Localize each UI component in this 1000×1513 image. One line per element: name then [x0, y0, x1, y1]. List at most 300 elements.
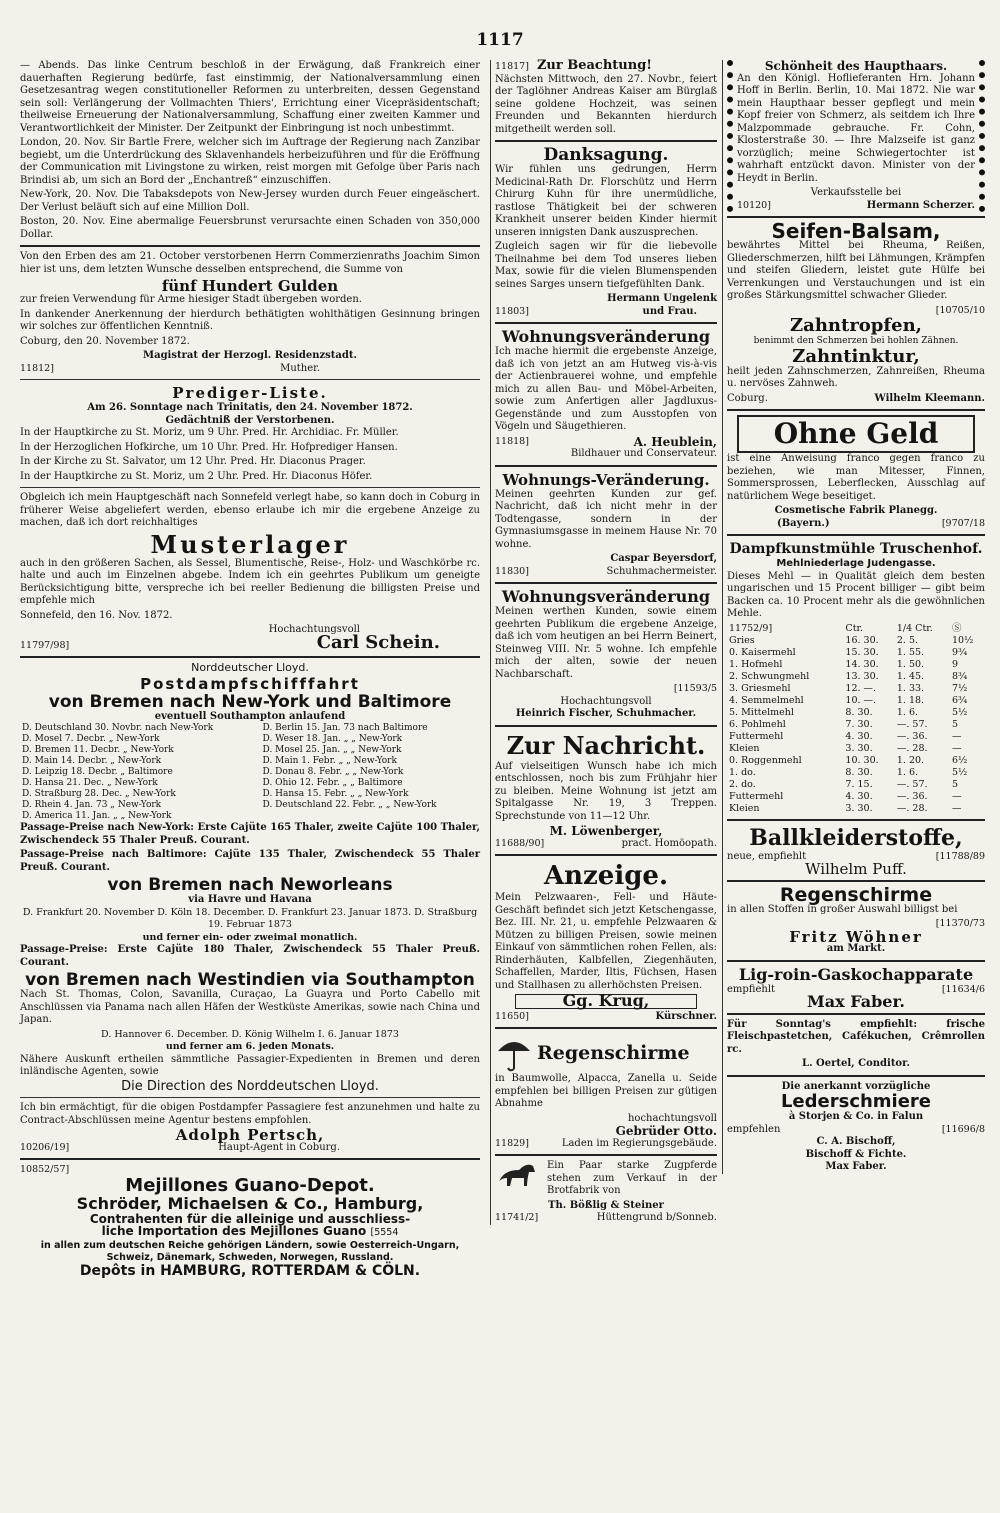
leder-firm: à Storjen & Co. in Falun: [788, 1111, 924, 1122]
guano-l3: in allen zum deutschen Reiche gehörigen Ländern, sowie Oesterreich-Ungarn, Schweiz, Dänemark, Schweden, Norwegen, Russland.: [40, 1239, 460, 1263]
table-row: [727, 659, 985, 671]
divider: [495, 725, 717, 727]
ref-number: 11688/90]: [495, 837, 545, 849]
table-cell: 0. Kaisermehl: [729, 646, 796, 658]
table-row: [727, 683, 985, 695]
haar-name: Hermann Scherzer.: [866, 199, 975, 211]
ref-number: 10852/57]: [20, 1164, 70, 1175]
lloyd-direction: Die Direction des Norddeutschen Lloyd.: [121, 1078, 379, 1094]
divider: [727, 960, 985, 962]
table-cell: —: [952, 790, 962, 802]
sermons-title: Prediger-Liste.: [172, 384, 328, 402]
table-cell: 13. 30.: [845, 670, 879, 682]
column-header: 1/4 Ctr.: [896, 622, 933, 634]
lloyd-monthly: und ferner ein- oder zweimal monatlich.: [142, 931, 358, 943]
regen-text: in allen Stoffen in großer Auswahl billigst bei: [727, 903, 958, 915]
column-left: [20, 60, 480, 1277]
ball-name: Wilhelm Puff.: [805, 860, 907, 878]
divider: [495, 465, 717, 467]
sermon-item: In der Hauptkirche zu St. Moriz, um 9 Uhr. Pred. Hr. Archidiac. Fr. Müller.: [20, 427, 399, 438]
table-cell: Kleien: [729, 802, 760, 814]
table-cell: 14. 30.: [845, 658, 879, 670]
table-cell: 5½: [952, 706, 968, 718]
divider: [20, 656, 480, 658]
schein-text2: auch in den größeren Sachen, als Sessel, Blumentische, Reise-, Holz- und Waschkörbe rc. halte und auch im Einzelnen abgebe. Indem ich ein geehrtes Publikum um geneigte Berücksichtigung bitte, verspreche ich bei reeller Bedienung die billigsten Preise und empfehle mich: [20, 557, 480, 606]
beyersdorf-title: Wohnungs-Veränderung.: [502, 470, 710, 489]
table-header-row: [727, 623, 985, 635]
pertsch-footer: [20, 1142, 480, 1155]
haar-sale: Verkaufsstelle bei: [810, 187, 902, 198]
muehle-title: Dampfkunstmühle Truschenhof.: [729, 541, 983, 557]
dank-footer: [495, 306, 717, 319]
divider: [727, 1075, 985, 1077]
haar-footer: [737, 200, 975, 213]
table-cell: 5½: [952, 766, 968, 778]
table-cell: 10. 30.: [845, 754, 879, 766]
table-cell: Futtermehl: [729, 790, 784, 802]
table-row: [20, 800, 480, 811]
table-cell: 6½: [952, 754, 968, 766]
lloyd-schedule: [20, 723, 480, 822]
table-row: [727, 635, 985, 647]
pferde-place: Hüttengrund b/Sonneb.: [596, 1212, 717, 1223]
schirme-text: in Baumwolle, Alpacca, Zanella u. Seide empfehlen bei billigen Preisen zur gütigen Abnahme: [495, 1073, 717, 1109]
beachtung-title: Zur Beachtung!: [536, 58, 653, 73]
table-cell: 0. Roggenmehl: [729, 754, 802, 766]
haar-text: An den Königl. Hoflieferanten Hrn. Johann Hoff in Berlin. Berlin, 10. Mai 1872. Nie war mein Haupthaar besser gepflegt und mein Kopf freier von Schmerz, als seitdem ich Ihre Malzpommade gebrauche. Fr. Cohn, Klosterstraße 30. — Ihre Malzseife ist ganz vorzüglich; meine Schwiegertochter ist wahrhaft entzückt davon. Minister von der Heydt in Berlin.: [737, 72, 975, 184]
lloyd-info: Nähere Auskunft ertheilen sämmtliche Passagier-Expedienten in Bremen und deren inländische Agenten, sowie: [20, 1053, 480, 1077]
divider: [727, 216, 985, 218]
table-cell: Kleien: [729, 742, 760, 754]
table-cell: 2. Schwungmehl: [729, 670, 810, 682]
zahn-name: Wilhelm Kleemann.: [874, 392, 985, 404]
table-cell: 2. 5.: [896, 634, 919, 646]
zahn-text: heilt jeden Zahnschmerzen, Zahnreißen, Rheuma u. nervöses Zahnweh.: [727, 365, 985, 389]
simon-body2: In dankender Anerkennung der hierdurch bethätigten wohlthätigen Gesinnung bringen wir solches zur öffentlichen Kenntniß.: [20, 308, 480, 332]
table-cell: —. 36.: [896, 790, 928, 802]
table-row: [727, 707, 985, 719]
heublein-footer: [495, 436, 717, 449]
table-cell: D. Main 1. Febr. „ „ New-York: [262, 756, 397, 766]
regen-title: Regenschirme: [779, 883, 933, 906]
table-cell: 1. 55.: [896, 646, 925, 658]
table-row: [727, 767, 985, 779]
table-cell: 5. Mittelmehl: [729, 706, 794, 718]
table-cell: D. Weser 18. Jan. „ „ New-York: [262, 734, 403, 744]
table-cell: D. Straßburg 28. Dec. „ New-York: [22, 789, 176, 799]
table-cell: 1. 6.: [896, 706, 919, 718]
leder-n1: C. A. Bischoff,: [816, 1136, 896, 1147]
lloyd-via1: eventuell Southampton anlaufend: [154, 710, 346, 722]
geld-text: ist eine Anweisung franco gegen franco zu beziehen, wie man Mitesser, Finnen, Sommersprossen, Leberflecken, Ausschlag auf natürlichem Wege beseitiget.: [727, 453, 985, 502]
schirme-head: [495, 1033, 717, 1073]
table-cell: 10. —.: [845, 694, 877, 706]
ref-number: [11634/6: [941, 983, 985, 995]
table-cell: —. 36.: [896, 730, 928, 742]
schirme-addr: Laden im Regierungsgebäude.: [561, 1137, 717, 1149]
table-cell: 15. 30.: [845, 646, 879, 658]
pferde-text: Ein Paar starke Zugpferde stehen zum Verkauf in der Brotfabrik von: [547, 1160, 717, 1196]
guano-title: Mejillones Guano-Depot.: [125, 1174, 375, 1196]
nachricht-footer: [495, 838, 717, 851]
table-cell: 12. —.: [845, 682, 877, 694]
schirme-title: Regenschirme: [537, 1042, 690, 1064]
table-row: [727, 743, 985, 755]
column-header: Ⓢ: [952, 622, 962, 634]
regen-name: Fritz Wöhner: [789, 927, 923, 946]
table-row: [727, 779, 985, 791]
table-cell: D. Bremen 11. Decbr. „ New-York: [22, 745, 174, 755]
table-cell: D. America 11. Jan. „ „ New-York: [22, 811, 172, 821]
beyersdorf-footer: [495, 566, 717, 579]
ref-number: 10120]: [737, 199, 771, 211]
nachricht-name: M. Löwenberger,: [549, 824, 663, 838]
table-cell: 10½: [952, 634, 974, 646]
divider: [495, 140, 717, 142]
simon-body1: zur freien Verwendung für Arme hiesiger Stadt übergeben worden.: [20, 294, 362, 305]
divider: [495, 854, 717, 856]
table-cell: —. 28.: [896, 802, 928, 814]
table-cell: 8. 30.: [845, 706, 873, 718]
zahn-footer: [727, 393, 985, 406]
table-cell: —. 57.: [896, 778, 928, 790]
table-cell: —: [952, 730, 962, 742]
ref-number: [11593/5: [673, 683, 717, 694]
table-cell: 2. do.: [729, 778, 756, 790]
leder-n2: Bischoff & Fichte.: [805, 1148, 907, 1160]
guano-l2-row: [20, 1225, 480, 1240]
table-row: [20, 745, 480, 756]
table-cell: 4. 30.: [845, 730, 873, 742]
geld-footer: [727, 518, 985, 531]
table-row: [20, 723, 480, 734]
table-row: [727, 671, 985, 683]
anzeige-name: Gg. Krug,: [515, 994, 697, 1009]
zahn-sub: benimmt den Schmerzen bei hohlen Zähnen.: [753, 336, 959, 346]
table-row: [20, 811, 480, 822]
table-cell: 6. Pohlmehl: [729, 718, 786, 730]
table-row: [727, 803, 985, 815]
oertel-text: Für Sonntag's empfiehlt: frische Fleischpastetchen, Cafékuchen, Crêmrollen rc.: [727, 1018, 985, 1055]
lloyd-prices1: Passage-Preise nach New-York: Erste Cajüte 165 Thaler, zweite Cajüte 100 Thaler, Zwischendeck 55 Thaler Preuß. Courant.: [20, 822, 480, 846]
table-row: [20, 767, 480, 778]
table-cell: D. Hansa 15. Febr. „ „ New-York: [262, 789, 409, 799]
table-cell: 7. 15.: [845, 778, 873, 790]
ref-number: 10206/19]: [20, 1141, 70, 1153]
fischer-text: Meinen werthen Kunden, sowie einem geehrten Publikum die ergebene Anzeige, daß ich vom heutigen an bei Herrn Beinert, Steinweg VIII. Nr. 5 wohne. Ich empfehle mich der alten, sowie der neuen Nachbarschaft.: [495, 606, 717, 680]
zahn-place: Coburg.: [727, 392, 768, 404]
nachricht-title: Zur Nachricht.: [506, 730, 706, 760]
table-cell: D. Main 14. Decbr. „ New-York: [22, 756, 162, 766]
schirme-name: Gebrüder Otto.: [615, 1124, 717, 1138]
schein-name: Carl Schein.: [316, 631, 440, 653]
guano-depots: Depôts in HAMBURG, ROTTERDAM & CÖLN.: [79, 1262, 421, 1279]
dank-title: Danksagung.: [543, 145, 669, 165]
table-row: [20, 789, 480, 800]
schirme-closing: hochachtungsvoll: [627, 1112, 717, 1124]
schein-date: Sonnefeld, den 16. Nov. 1872.: [20, 609, 173, 621]
guano-firm: Schröder, Michaelsen & Co., Hamburg,: [76, 1193, 424, 1213]
lloyd-route1: von Bremen nach New-York und Baltimore: [48, 691, 452, 712]
schein-closing: Hochachtungsvoll: [268, 624, 360, 635]
dank-text1: Wir fühlen uns gedrungen, Herrn Medicinal-Rath Dr. Florschütz und Herrn Chirurg Kuhn für ihre unermüdliche, rastlose Thätigkeit bei der schweren Krankheit unserer beiden Kinder hiermit unseren innigsten Dank auszusprechen.: [495, 164, 717, 238]
guano-l2: liche Importation des Mejillones Guano: [101, 1224, 367, 1238]
dank-wife: und Frau.: [642, 305, 697, 317]
beachtung-text: Nächsten Mittwoch, den 27. Novbr., feiert der Taglöhner Andreas Kaiser am Bürglaß seine goldene Hochzeit, was seinen Freunden und Bekannten hierdurch mitgetheilt werden soll.: [495, 73, 717, 135]
table-cell: 3. 30.: [845, 742, 873, 754]
table-cell: —: [952, 802, 962, 814]
table-cell: 5: [952, 718, 959, 730]
balsam-title: Seifen-Balsam,: [771, 219, 941, 243]
table-cell: D. Mosel 25. Jan. „ „ New-York: [262, 745, 402, 755]
table-cell: 7½: [952, 682, 968, 694]
news-london: London, 20. Nov. Sir Bartle Frere, welcher sich im Auftrage der Regierung nach Zanzibar begiebt, um die Unterdrückung des Sklavenhandels herbeizuführen und für die Eröffnung der Communication mit Livingstone zu wirken, reist morgen mit Gefolge über Paris nach Brindisi ab, um sich an Bord der „Enchantreß“ einzuschiffen.: [20, 137, 480, 186]
pertsch-agent: Haupt-Agent in Coburg.: [218, 1141, 340, 1153]
table-cell: 4. 30.: [845, 790, 873, 802]
table-cell: 16. 30.: [845, 634, 879, 646]
ref-number: 11741/2]: [495, 1212, 539, 1223]
fischer-title: Wohnungsveränderung: [501, 587, 711, 606]
lloyd-route2: von Bremen nach Neworleans: [107, 875, 393, 895]
anzeige-title: Anzeige.: [543, 861, 669, 891]
table-cell: 4. Semmelmehl: [729, 694, 804, 706]
umbrella-icon: [495, 1033, 533, 1073]
sermon-item: In der Kirche zu St. Salvator, um 12 Uhr. Pred. Hr. Diaconus Prager.: [20, 456, 366, 467]
divider: [727, 409, 985, 411]
ref-number: 11817]: [495, 61, 529, 72]
fischer-name: Heinrich Fischer, Schuhmacher.: [515, 708, 697, 719]
heublein-name: A. Heublein,: [633, 434, 717, 449]
leder-rec: empfehlen: [727, 1123, 781, 1135]
pferde-name: Th. Bößlig & Steiner: [548, 1199, 664, 1211]
table-cell: 1. do.: [729, 766, 756, 778]
simon-amount: fünf Hundert Gulden: [161, 277, 339, 295]
simon-footer: [20, 363, 480, 376]
column-right: [722, 60, 985, 1174]
beyersdorf-name: Caspar Beyersdorf,: [610, 553, 717, 564]
beyersdorf-trade: Schuhmachermeister.: [606, 565, 717, 577]
column-header: Ctr.: [845, 622, 864, 634]
table-cell: —. 57.: [896, 718, 928, 730]
schein-headline: Musterlager: [150, 529, 350, 559]
divider: [495, 322, 717, 324]
table-cell: 1. 33.: [896, 682, 925, 694]
ref-number: 11829]: [495, 1137, 529, 1149]
haar-title: Schönheit des Haupthaars.: [764, 59, 948, 73]
geld-title: Ohne Geld: [737, 415, 975, 453]
divider: [20, 1158, 480, 1160]
pferde-block: [495, 1160, 717, 1200]
simon-intro: Von den Erben des am 21. October verstorbenen Herrn Commerzienraths Joachim Simon hier ist uns, dem letzten Wunsche desselben entsprechend, die Summe von: [20, 251, 480, 275]
flour-price-table: [727, 623, 985, 815]
divider: [495, 582, 717, 584]
nachricht-text: Auf vielseitigen Wunsch habe ich mich entschlossen, noch bis zum Frühjahr hier zu bleiben. Meine Wohnung ist jetzt am Spitalgasse Nr. 19, 3 Treppen. Sprechstunde von 11—12 Uhr.: [495, 760, 717, 822]
table-cell: 9¾: [952, 646, 968, 658]
ref-number: [11788/89: [935, 850, 985, 862]
table-cell: 7. 30.: [845, 718, 873, 730]
pertsch-text: Ich bin ermächtigt, für die obigen Postdampfer Passagiere fest anzunehmen und halte zu Contract-Abschlüssen meine Agentur bestens empfohlen.: [20, 1102, 480, 1126]
anzeige-trade: Kürschner.: [655, 1010, 717, 1022]
ref-number: [5554: [370, 1227, 399, 1238]
divider: [727, 880, 985, 882]
gas-text: empfiehlt: [727, 983, 776, 995]
divider: [20, 487, 480, 488]
ref-number: [11696/8: [941, 1123, 985, 1135]
table-cell: D. Mosel 7. Decbr. „ New-York: [22, 734, 160, 744]
divider: [20, 379, 480, 380]
lloyd-sixth: und ferner am 6. jeden Monats.: [165, 1041, 335, 1052]
fischer-closing: Hochachtungsvoll: [560, 695, 652, 707]
lloyd-ships3: D. Hannover 6. December. D. König Wilhelm I. 6. Januar 1873: [101, 1028, 399, 1040]
heublein-text: Ich mache hiermit die ergebenste Anzeige, daß ich von jetzt an am Hutweg vis-à-vis der Actienbrauerei wohne, und empfehle mich zu allen Bau- und Möbel-Arbeiten, sowie zum Anfertigen aller Jagdluxus-Gegenstände und zum Ausstopfen von Vögeln und Säugethieren.: [495, 346, 717, 432]
zahn-title2: Zahntinktur,: [792, 345, 920, 367]
ref-number: 11803]: [495, 305, 529, 317]
table-cell: D. Deutschland 30. Novbr. nach New-York: [22, 723, 214, 733]
lloyd-destinations: Nach St. Thomas, Colon, Savanilla, Curaçao, La Guayra und Porto Cabello mit Anschlüssen via Panama nach allen Häfen der Westküste Amerikas, sowie nach China und Japan.: [20, 989, 480, 1025]
geld-land: (Bayern.): [777, 517, 830, 529]
ref-number: 11812]: [20, 362, 54, 374]
news-paris: — Abends. Das linke Centrum beschloß in der Erwägung, daß Frankreich einer dauerhaften Regierung bedürfe, fast einstimmig, der Nationalversammlung einen Gesetzesantrag wegen constitutioneller Reformen zu unterbreiten, dessen Gegenstand sein soll: Verlängerung der Vollmachten Thiers', Errichtung einer Vicepräsidentschaft; theilweise Erneuerung der Nationalversammlung, Schaffung einer zweiten Kammer und Verantwortlichkeit der Minister. Der Zeitpunkt der Einbringung ist noch unbestimmt.: [20, 60, 480, 134]
table-cell: 6¾: [952, 694, 968, 706]
table-cell: —: [952, 742, 962, 754]
table-cell: D. Berlin 15. Jan. 73 nach Baltimore: [262, 723, 428, 733]
lloyd-prices3: Passage-Preise: Erste Cajüte 180 Thaler, Zwischendeck 55 Thaler Preuß. Courant.: [20, 944, 480, 968]
sermons-subtitle: Am 26. Sonntage nach Trinitatis, den 24. November 1872.: [87, 402, 413, 413]
horse-icon: [495, 1160, 543, 1194]
schirme-footer: [495, 1138, 717, 1151]
lloyd-title: Postdampfschifffahrt: [140, 674, 360, 693]
lloyd-via2: via Havre und Havana: [188, 894, 312, 905]
divider: [495, 1154, 717, 1156]
news-boston: Boston, 20. Nov. Eine abermalige Feuersbrunst verursachte einen Schaden von 350,000 Dollar.: [20, 216, 480, 240]
ref-number: 11830]: [495, 565, 529, 577]
oertel-name: L. Oertel, Conditor.: [802, 1058, 910, 1069]
news-newyork: New-York, 20. Nov. Die Tabaksdepots von New-Jersey wurden durch Feuer eingeäschert. Der Verlust beläuft sich auf eine Million Doll.: [20, 189, 480, 213]
anzeige-text: Mein Pelzwaaren-, Fell- und Häute-Geschäft befindet sich jetzt Ketschengasse, Bez. III. Nr. 21, u. empfehle Pelzwaaren & Mützen zu billigen Preisen, sowie meinen Einkauf von sämmtlichen rohen Fellen, als: Rinderhäuten, Kalbfellen, Ziegenhäuten, Schaffellen, Marder, Iltis, Füchsen, Hasen und Stallhasen zu allerhöchsten Preisen.: [495, 892, 717, 991]
schein-footer: [20, 631, 480, 653]
lloyd-company: Norddeutscher Lloyd.: [191, 661, 309, 674]
table-cell: 5: [952, 778, 959, 790]
heublein-trade: Bildhauer und Conservateur.: [570, 448, 717, 459]
table-row: [20, 756, 480, 767]
schein-text1: Obgleich ich mein Hauptgeschäft nach Sonnefeld verlegt habe, so kann doch in Coburg in früherer Weise abgeliefert werden, ebenso erlaube ich mir die ergebene Anzeige zu machen, daß ich dort reichhaltiges: [20, 492, 480, 528]
column-middle: [490, 60, 717, 1225]
gas-title: Lig-roin-Gaskochapparate: [738, 964, 974, 984]
table-row: [727, 731, 985, 743]
table-row: [727, 719, 985, 731]
table-cell: 9: [952, 658, 959, 670]
table-cell: [261, 811, 480, 822]
table-cell: 1. 20.: [896, 754, 925, 766]
guano-l1: Contrahenten für die alleinige und ausschliess-: [89, 1211, 411, 1226]
divider: [727, 534, 985, 536]
table-cell: Gries: [729, 634, 755, 646]
heublein-title: Wohnungsveränderung: [501, 327, 711, 346]
sermon-item: In der Hauptkirche zu St. Moriz, um 2 Uhr. Pred. Hr. Diaconus Höfer.: [20, 470, 373, 482]
regen-place: am Markt.: [826, 943, 886, 954]
leder-row: [727, 1124, 985, 1137]
table-cell: 3. Griesmehl: [729, 682, 791, 694]
table-row: [727, 695, 985, 707]
table-cell: D. Deutschland 22. Febr. „ „ New-York: [262, 800, 437, 810]
table-cell: 1. 18.: [896, 694, 925, 706]
table-cell: 1. 6.: [896, 766, 919, 778]
table-cell: 8¾: [952, 670, 968, 682]
simon-date: Coburg, den 20. November 1872.: [20, 335, 190, 347]
ref-number: [11370/73: [935, 918, 985, 929]
table-row: [727, 647, 985, 659]
divider: [20, 245, 480, 247]
dank-names: Hermann Ungelenk: [607, 293, 717, 304]
ball-title: Ballkleiderstoffe,: [749, 824, 963, 851]
table-cell: 3. 30.: [845, 802, 873, 814]
simon-name: Muther.: [280, 362, 320, 374]
table-cell: Futtermehl: [729, 730, 784, 742]
anzeige-footer: [495, 1011, 717, 1024]
lloyd-prices2: Passage-Preise nach Baltimore: Cajüte 135 Thaler, Zwischendeck 55 Thaler Preuß. Courant.: [20, 849, 480, 873]
table-cell: D. Donau 8. Febr. „ „ New-York: [262, 767, 404, 777]
haar-box: [727, 60, 985, 212]
muehle-text: Dieses Mehl — in Qualität gleich dem besten ungarischen und 15 Procent billiger — gibt beim Backen ca. 10 Procent mehr als die gewöhnlichen Mehle.: [727, 570, 985, 619]
divider: [20, 1097, 480, 1098]
ref-number: [10705/10: [935, 304, 985, 316]
sermon-item: In der Herzoglichen Hofkirche, um 10 Uhr. Pred. Hr. Hofprediger Hansen.: [20, 441, 398, 453]
table-cell: D. Rhein 4. Jan. 73 „ New-York: [22, 800, 162, 810]
pertsch-name: Adolph Pertsch,: [175, 1126, 325, 1144]
ref-number: 11797/98]: [20, 639, 70, 651]
table-cell: 1. 45.: [896, 670, 925, 682]
ref-number: 11818]: [495, 435, 529, 447]
beyersdorf-text: Meinen geehrten Kunden zur gef. Nachricht, daß ich nicht mehr in der Todtengasse, sondern in der Gymnasiumsgasse in meinem Hause Nr. 70 wohne.: [495, 488, 717, 550]
divider: [727, 1013, 985, 1015]
lloyd-route3: von Bremen nach Westindien via Southampton: [25, 970, 475, 990]
gas-name: Max Faber.: [807, 992, 905, 1011]
beachtung-head: [495, 60, 717, 74]
table-cell: D. Ohio 12. Febr. „ „ Baltimore: [262, 778, 403, 788]
table-row: [727, 791, 985, 803]
balsam-text: bewährtes Mittel bei Rheuma, Reißen, Gliederschmerzen, hilft bei Lähmungen, Krämpfen und steifen Gliedern, leistet gute Hülfe bei Verrenkungen und Verstauchungen und ist ein großes Stärkungsmittel schwacher Glieder.: [727, 240, 985, 301]
table-row: [727, 755, 985, 767]
sermons-sub2: Gedächtniß der Verstorbenen.: [165, 414, 335, 426]
table-cell: 1. Hofmehl: [729, 658, 783, 670]
pferde-footer: [495, 1212, 717, 1225]
geld-firm: Cosmetische Fabrik Planegg.: [774, 505, 938, 516]
lloyd-ships2: D. Frankfurt 20. November D. Köln 18. December. D. Frankfurt 23. Januar 1873. D. Straßburg 19. Februar 1873: [22, 906, 478, 930]
table-row: [20, 734, 480, 745]
simon-signer: Magistrat der Herzogl. Residenzstadt.: [143, 350, 357, 361]
table-cell: D. Leipzig 18. Decbr. „ Baltimore: [22, 767, 173, 777]
leder-text: Die anerkannt vorzügliche: [781, 1080, 931, 1092]
table-cell: D. Hansa 21. Dec. „ New-York: [22, 778, 158, 788]
divider: [727, 819, 985, 821]
table-cell: —. 28.: [896, 742, 928, 754]
zahn-title: Zahntropfen,: [790, 315, 922, 336]
leder-n3: Max Faber.: [825, 1161, 887, 1172]
muehle-sub: Mehlniederlage Judengasse.: [776, 558, 936, 569]
table-cell: 8. 30.: [845, 766, 873, 778]
divider: [495, 1027, 717, 1029]
ref-number: 11752/9]: [729, 622, 773, 634]
nachricht-trade: pract. Homöopath.: [621, 837, 717, 849]
page-number: 1117: [476, 30, 524, 50]
table-row: [20, 778, 480, 789]
ref-number: 11650]: [495, 1010, 529, 1022]
ref-number: [9707/18: [941, 517, 985, 529]
leder-title: Lederschmiere: [780, 1091, 932, 1112]
ball-text: neue, empfiehlt: [727, 850, 807, 862]
table-cell: 1. 50.: [896, 658, 925, 670]
dank-text2: Zugleich sagen wir für die liebevolle Theilnahme bei dem Tod unseres lieben Max, sowie für die vielen Blumenspenden seines Sarges unsern tiefgefühlten Dank.: [495, 241, 717, 290]
